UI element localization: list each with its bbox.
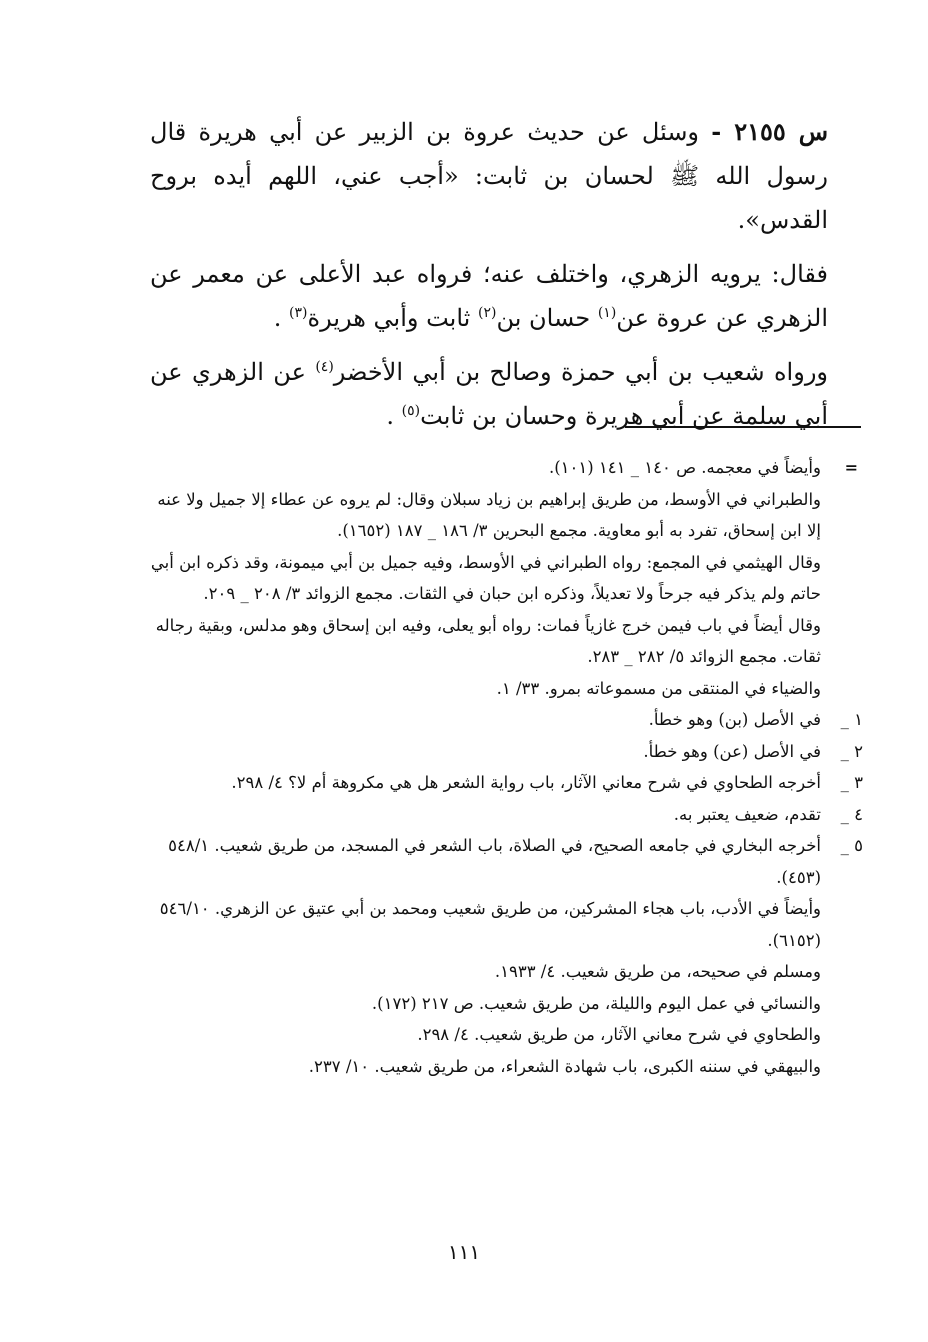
continued-note-1: وأيضاً في معجمه. ص ١٤٠ _ ١٤١ (١٠١). <box>548 458 821 477</box>
footnote-ref-1[interactable]: (١) <box>597 305 617 321</box>
continuation-mark: = <box>844 458 858 477</box>
continued-note-5: والضياء في المنتقى من مسموعاته بمرو. ٣٣/ ١. <box>496 678 821 698</box>
page-number: ١١١ <box>447 1240 481 1264</box>
footnote-5: ٥ _ أخرجه البخاري في جامعه الصحيح، في الصلاة، باب الشعر في المسجد، من طريق شعيب. ٥٤٨/١ (٤٥٣). <box>168 836 863 887</box>
footnote-ref-3[interactable]: (٣) <box>289 305 308 321</box>
main-text <box>150 110 828 448</box>
footnote-3: ٣ _ أخرجه الطحاوي في شرح معاني الآثار، باب رواية الشعر هل هي مكروهة أم لا؟ ٤/ ٢٩٨. <box>231 773 863 792</box>
question-number: س ٢١٥٥ - <box>711 117 828 146</box>
answer-paragraph-2: ورواه شعيب بن أبي حمزة وصالح بن أبي الأخضر$^{(٤)}$ عن الزهري عن أبي سلمة عن أبي هريرة وحسان بن ثابت$^{(٥)}$ . <box>150 358 828 430</box>
footnote-separator <box>625 426 861 428</box>
footnote-5-sub-2: ومسلم في صحيحه، من طريق شعيب. ٤/ ١٩٣٣. <box>494 962 821 981</box>
continued-note-4: وقال أيضاً في باب فيمن خرج غازياً فمات: رواه أبو يعلى، وفيه ابن إسحاق وهو مدلس، وبقية رجاله ثقات. مجمع الزوائد ٥/ ٢٨٢ _ ٢٨٣. <box>155 615 821 666</box>
footnote-ref-5[interactable]: (٥) <box>401 403 421 419</box>
footnote-5-sub-1: وأيضاً في الأدب، باب هجاء المشركين، من طريق شعيب ومحمد بن أبي عتيق عن الزهري. ٥٤٦/١٠ (٦١٥٢). <box>159 899 821 950</box>
footnote-4: ٤ _ تقدم، ضعيف يعتبر به. <box>673 804 863 824</box>
answer-paragraph-1: فقال: يرويه الزهري، واختلف عنه؛ فرواه عبد الأعلى عن معمر عن الزهري عن عروة عن$^{(١)}$ حسان بن$^{(٢)}$ ثابت وأبي هريرة$^{(٣)}$ . <box>150 260 828 332</box>
footnote-1: ١ _ في الأصل (بن) وهو خطأ. <box>648 710 863 729</box>
question-text: وسئل عن حديث عروة بن الزبير عن أبي هريرة قال رسول الله ﷺ لحسان بن ثابت: «أجب عني، اللهم أيده بروح القدس». <box>150 118 828 234</box>
continued-note-3: وقال الهيثمي في المجمع: رواه الطبراني في الأوسط، وفيه جميل بن أبي ميمونة، وقد ذكره ابن أبي حاتم ولم يذكر فيه جرحاً ولا تعديلاً، وذكره ابن حبان في الثقات. مجمع الزوائد ٣/ ٢٠٨ _ ٢٠٩. <box>150 552 821 603</box>
footnote-5-sub-5: والبيهقي في سننه الكبرى، باب شهادة الشعراء، من طريق شعيب. ١٠/ ٢٣٧. <box>308 1056 821 1076</box>
footnote-5-sub-4: والطحاوي في شرح معاني الآثار، من طريق شعيب. ٤/ ٢٩٨. <box>417 1025 821 1044</box>
footnote-ref-2[interactable]: (٢) <box>477 305 497 321</box>
footnote-ref-4[interactable]: (٤) <box>315 359 334 375</box>
footnotes <box>145 452 863 1082</box>
footnote-2: ٢ _ في الأصل (عن) وهو خطأ. <box>643 741 863 761</box>
question-paragraph <box>150 110 828 242</box>
continued-note-2: والطبراني في الأوسط، من طريق إبراهيم بن زياد سبلان وقال: لم يروه عن عطاء إلا جميل ولا عنه إلا ابن إسحاق، تفرد به أبو معاوية. مجمع البحرين ٣/ ١٨٦ _ ١٨٧ (١٦٥٢). <box>157 489 821 540</box>
footnote-5-sub-3: والنسائي في عمل اليوم والليلة، من طريق شعيب. ص ٢١٧ (١٧٢). <box>371 993 821 1013</box>
